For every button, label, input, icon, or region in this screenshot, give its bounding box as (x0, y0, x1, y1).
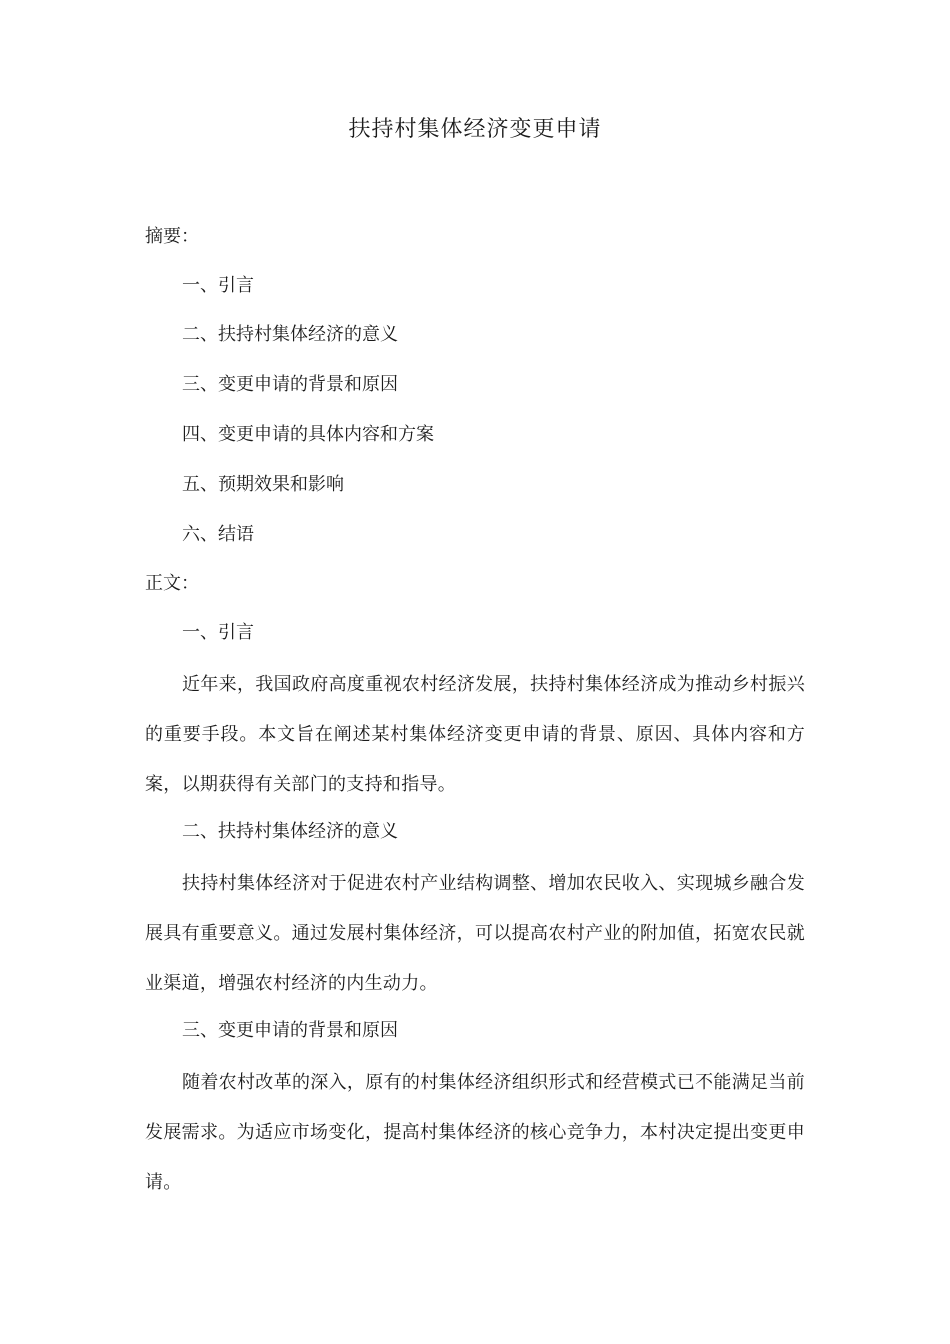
section-heading: 二、扶持村集体经济的意义 (182, 821, 398, 842)
abstract-item: 六、结语 (182, 524, 254, 545)
section-heading: 三、变更申请的背景和原因 (182, 1020, 398, 1041)
document-title: 扶持村集体经济变更申请 (348, 117, 602, 142)
abstract-label: 摘要： (145, 226, 199, 247)
body-label: 正文： (145, 573, 199, 594)
abstract-item: 四、变更申请的具体内容和方案 (182, 424, 434, 445)
section-paragraph: 随着农村改革的深入，原有的村集体经济组织形式和经营模式已不能满足当前发展需求。为适应市场变化，提高村集体经济的核心竞争力，本村决定提出变更申请。 (145, 1072, 805, 1193)
section-paragraph: 近年来，我国政府高度重视农村经济发展，扶持村集体经济成为推动乡村振兴的重要手段。本文旨在阐述某村集体经济变更申请的背景、原因、具体内容和方案，以期获得有关部门的支持和指导。 (145, 674, 805, 795)
abstract-item: 一、引言 (182, 275, 254, 296)
section-paragraph: 扶持村集体经济对于促进农村产业结构调整、增加农民收入、实现城乡融合发展具有重要意义。通过发展村集体经济，可以提高农村产业的附加值，拓宽农民就业渠道，增强农村经济的内生动力。 (145, 873, 805, 994)
abstract-item: 三、变更申请的背景和原因 (182, 374, 398, 395)
section-heading: 一、引言 (182, 622, 254, 643)
abstract-item: 五、预期效果和影响 (182, 474, 344, 495)
abstract-item: 二、扶持村集体经济的意义 (182, 324, 398, 345)
